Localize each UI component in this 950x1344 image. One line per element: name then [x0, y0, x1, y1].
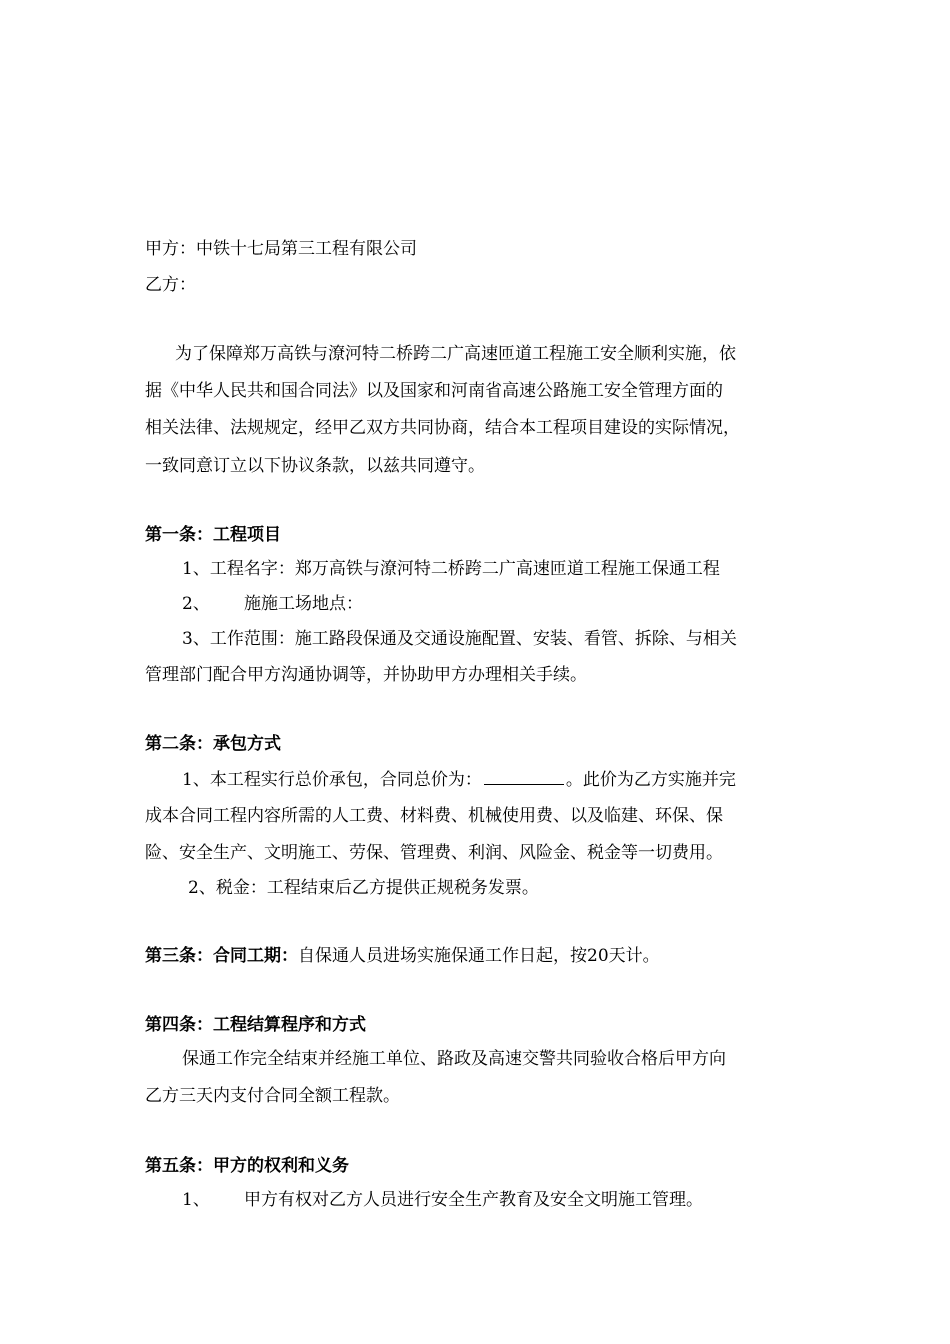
preamble-line-4: 一致同意订立以下协议条款，以兹共同遵守。 — [145, 456, 485, 476]
contract-price-blank — [484, 768, 564, 785]
article-2-item-2: 2、税金：工程结束后乙方提供正规税务发票。 — [188, 878, 539, 898]
article-1-item-2-text: 施施工场地点： — [244, 594, 363, 614]
article-3 — [145, 945, 660, 967]
article-2-title: 第二条：承包方式 — [145, 734, 281, 754]
preamble-line-2: 据《中华人民共和国合同法》以及国家和河南省高速公路施工安全管理方面的 — [145, 381, 723, 401]
article-1-item-3-line-1: 3、工作范围：施工路段保通及交通设施配置、安装、看管、拆除、与相关 — [182, 629, 737, 649]
article-2-item-1-prefix: 1、本工程实行总价承包，合同总价为： — [182, 770, 482, 790]
article-1-item-3-line-2: 管理部门配合甲方沟通协调等，并协助甲方办理相关手续。 — [145, 665, 587, 685]
article-4-line-1: 保通工作完全结束并经施工单位、路政及高速交警共同验收合格后甲方向 — [182, 1049, 726, 1069]
article-4-title: 第四条：工程结算程序和方式 — [145, 1015, 366, 1035]
preamble-line-3: 相关法律、法规规定，经甲乙双方共同协商，结合本工程项目建设的实际情况， — [145, 418, 740, 438]
article-2-item-1-suffix: 。此价为乙方实施并完 — [565, 770, 736, 790]
preamble-line-1: 为了保障郑万高铁与潦河特二桥跨二广高速匝道工程施工安全顺利实施，依 — [175, 344, 736, 364]
article-2-item-1-line-2: 成本合同工程内容所需的人工费、材料费、机械使用费、以及临建、环保、保 — [145, 806, 723, 826]
article-3-title: 第三条：合同工期： — [145, 946, 298, 966]
article-5-item-1-text: 甲方有权对乙方人员进行安全生产教育及安全文明施工管理。 — [244, 1190, 703, 1210]
article-2-item-1-line-1 — [182, 768, 736, 791]
article-2-item-1-line-3: 险、安全生产、文明施工、劳保、管理费、利润、风险金、税金等一切费用。 — [145, 843, 723, 863]
article-1-title: 第一条：工程项目 — [145, 525, 281, 545]
article-5-title: 第五条：甲方的权利和义务 — [145, 1156, 349, 1176]
article-3-text: 自保通人员进场实施保通工作日起，按20天计。 — [298, 946, 660, 966]
article-1-item-1: 1、工程名字：郑万高铁与潦河特二桥跨二广高速匝道工程施工保通工程 — [182, 559, 720, 579]
article-1-item-2-number: 2、 — [182, 594, 210, 614]
party-a: 甲方：中铁十七局第三工程有限公司 — [145, 239, 417, 259]
party-b: 乙方： — [145, 275, 196, 295]
article-5-item-1-number: 1、 — [182, 1190, 210, 1210]
article-4-line-2: 乙方三天内支付合同全额工程款。 — [145, 1086, 400, 1106]
